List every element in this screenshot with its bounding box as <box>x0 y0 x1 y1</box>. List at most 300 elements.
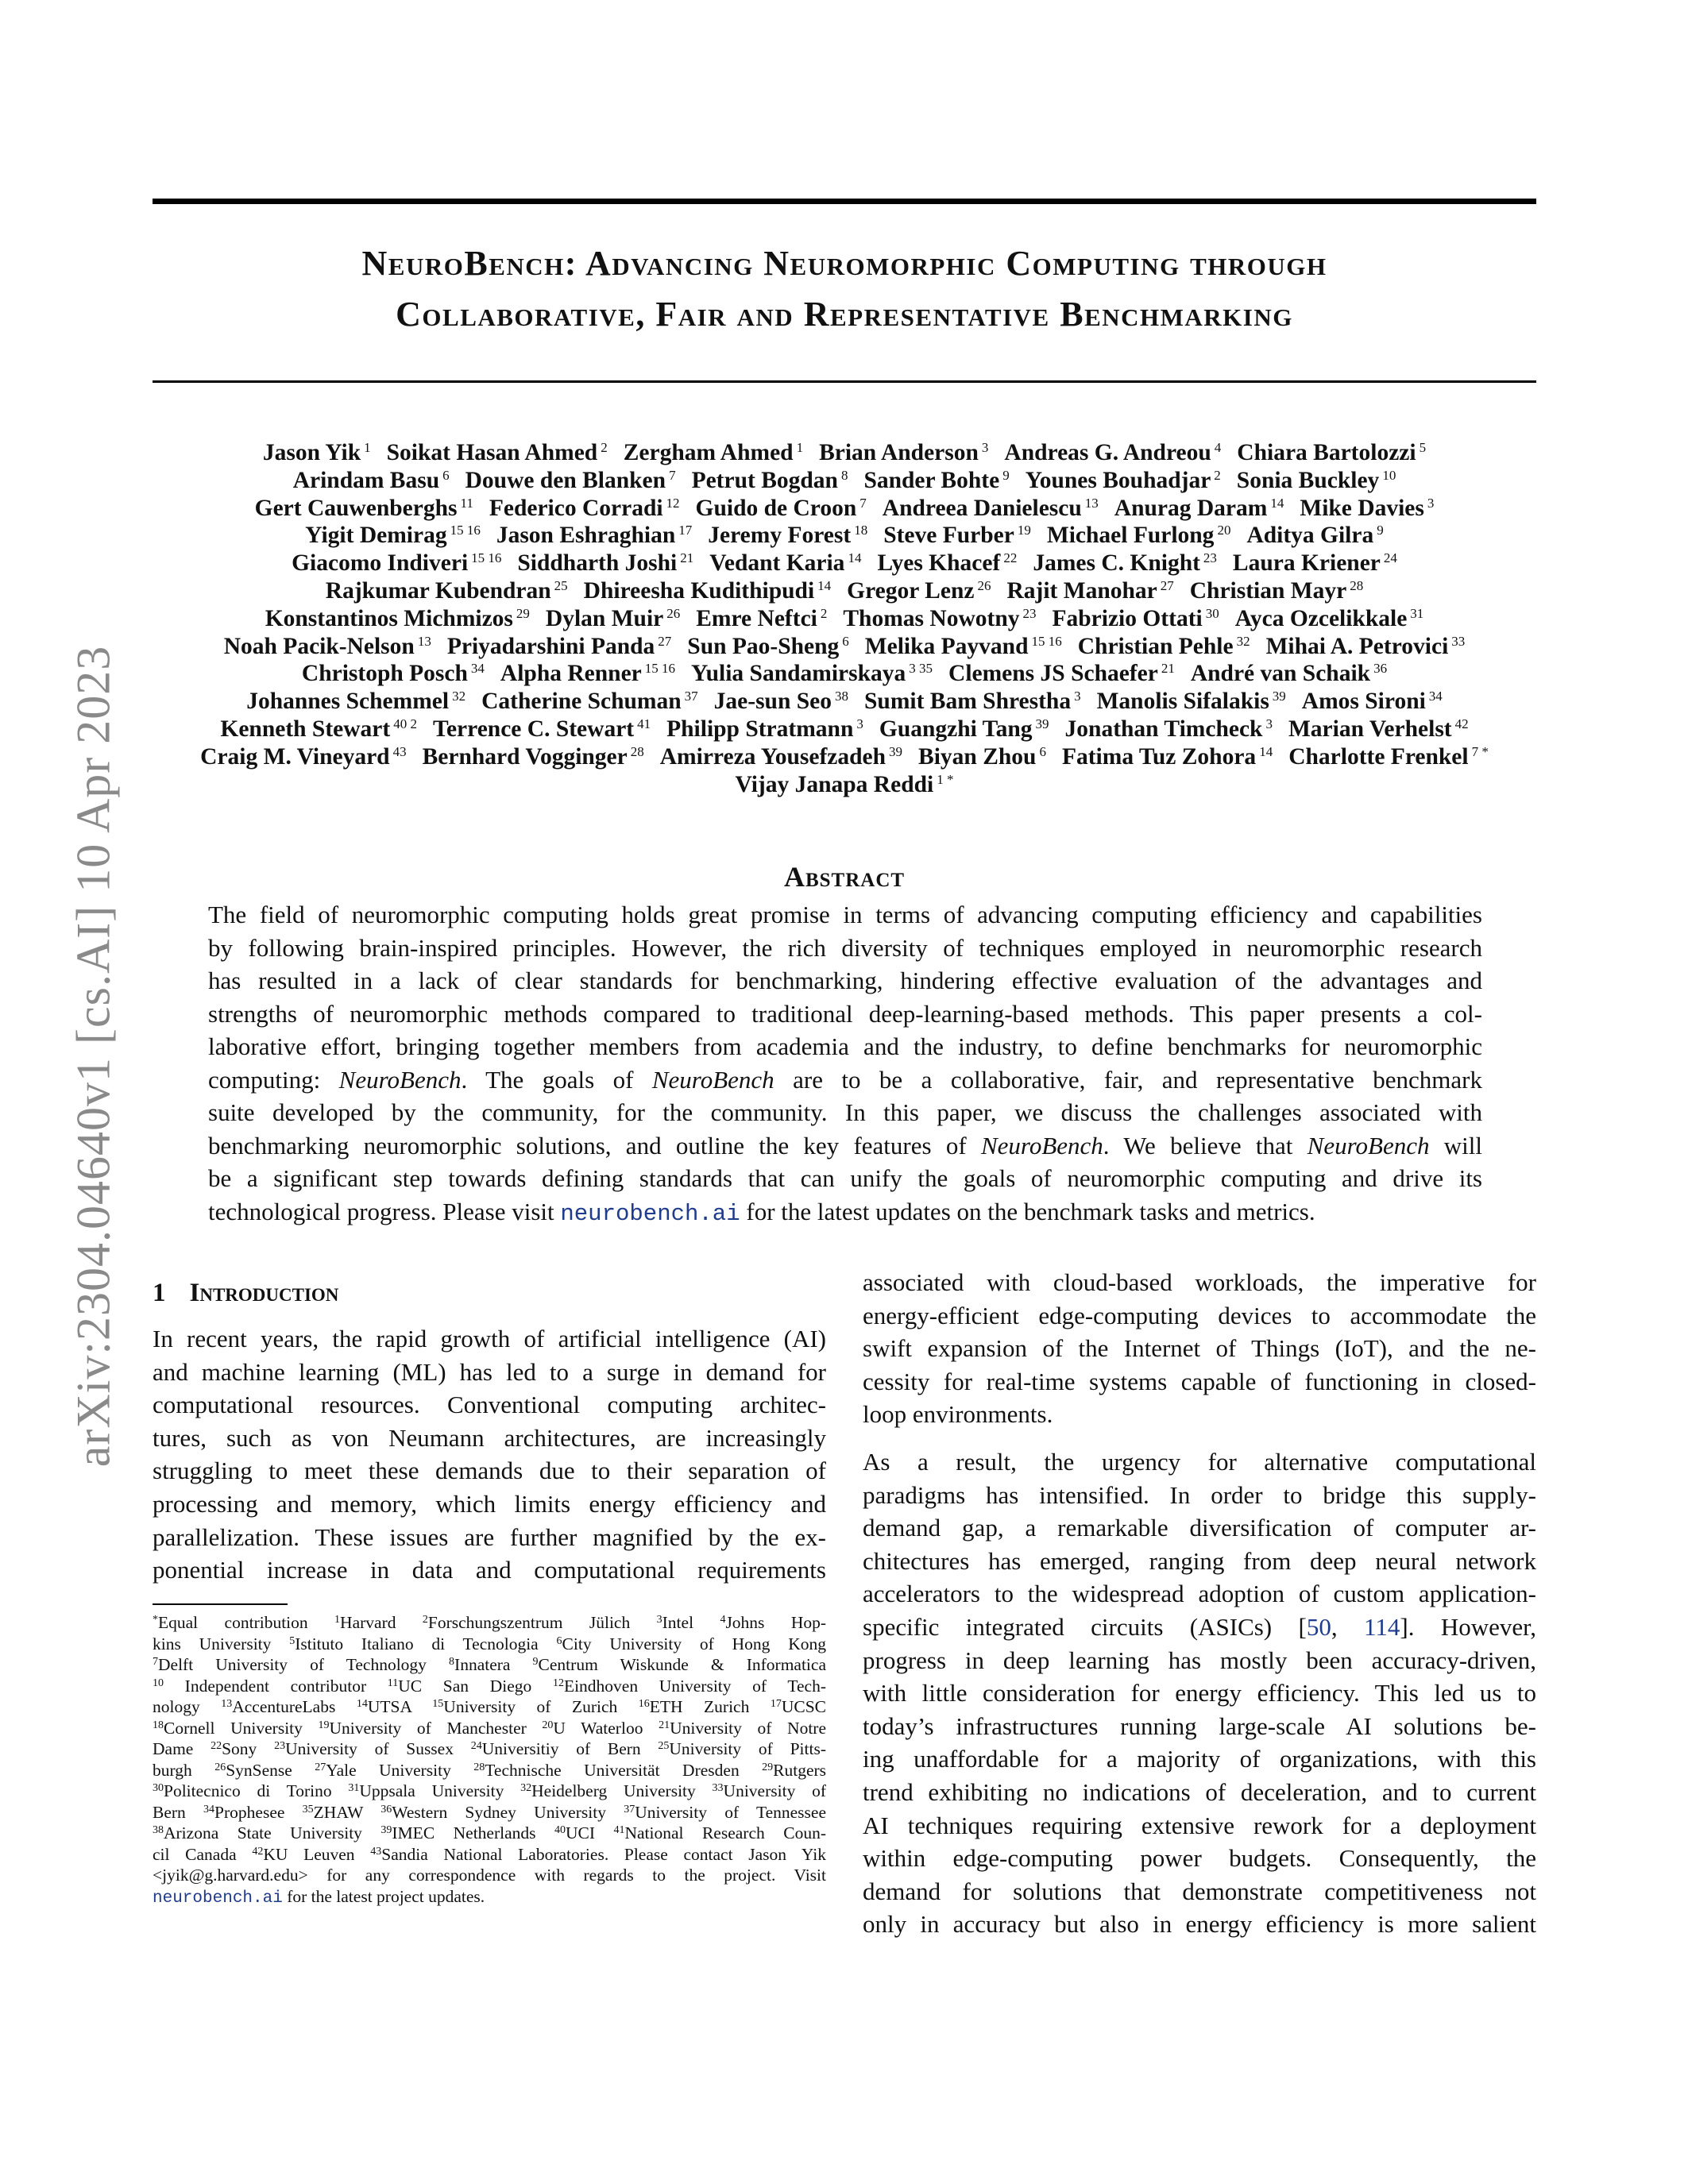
author-name: Rajit Manohar <box>1006 577 1157 604</box>
author <box>305 523 481 548</box>
author-row <box>119 550 1570 577</box>
body-text: specific integrated circuits (ASICs) [ <box>863 1612 1307 1641</box>
author-name: Arindam Basu <box>292 467 440 493</box>
section-heading-introduction <box>153 1279 338 1308</box>
text-line: tures, such as von Neumann architectures, are increasingly <box>153 1423 826 1452</box>
author-affiliation-mark: 36 <box>1373 661 1388 677</box>
author-affiliation-mark: 27 <box>658 633 672 649</box>
author-name: Amos Sironi <box>1301 689 1426 715</box>
author <box>265 606 530 631</box>
text-line: struggling to meet these demands due to their separation of <box>153 1457 826 1485</box>
author-name: Philipp Stratmann <box>666 716 854 742</box>
text-line: paradigms has intensified. In order to bridge this supply- <box>863 1480 1536 1509</box>
author <box>481 689 698 714</box>
author <box>1191 661 1387 686</box>
author-name: Jason Eshraghian <box>496 523 676 549</box>
author <box>500 661 675 686</box>
author <box>1026 468 1221 493</box>
text-line: swift expansion of the Internet of Things (IoT), and the ne- <box>863 1334 1536 1363</box>
author <box>864 689 1081 714</box>
author-affiliation-mark: 26 <box>666 605 681 621</box>
footnote-line <box>153 1886 826 1910</box>
author-affiliation-mark: 2 <box>601 440 608 455</box>
author-name: Yulia Sandamirskaya <box>691 661 906 687</box>
paragraph-part <box>863 1445 1536 1611</box>
author <box>1004 440 1221 465</box>
author-name: Noah Pacik-Nelson <box>223 633 415 659</box>
author-affiliation-mark: 22 <box>1003 550 1018 566</box>
author <box>1246 523 1383 548</box>
neurobench-name: NeuroBench <box>1307 1131 1430 1160</box>
author <box>1237 440 1426 465</box>
footnote-line: $^{18}$Cornell University $^{19}$University of Manchester $^{20}$U Waterloo $^{21}$University of Notre <box>153 1718 826 1738</box>
author <box>496 523 692 548</box>
author-name: Kenneth Stewart <box>220 716 391 742</box>
paragraph <box>863 1266 1536 1431</box>
author-name: Jae-sun Seo <box>713 689 832 715</box>
abstract-line: be a significant step towards defining standards that can unify the goals of neuromorphic computing and drive its <box>208 1164 1482 1192</box>
author-name: Christian Pehle <box>1077 633 1234 659</box>
abstract-text: benchmarking neuromorphic solutions, and outline the key features of <box>208 1131 981 1160</box>
author-name: Sumit Bam Shrestha <box>864 689 1072 715</box>
author <box>819 440 988 465</box>
author-name: Fabrizio Ottati <box>1052 605 1203 631</box>
author-affiliation-mark: 24 <box>1383 550 1397 566</box>
author-name: Fatima Tuz Zohora <box>1061 743 1257 770</box>
author <box>293 468 450 493</box>
author-row <box>119 771 1570 799</box>
abstract-line: suite developed by the community, for the community. In this paper, we discuss the challenges associated with <box>208 1098 1482 1126</box>
text-line: computational resources. Conventional computing architec- <box>153 1391 826 1419</box>
author <box>666 716 863 742</box>
text-line-with-citations <box>863 1611 1536 1644</box>
author-name: Sander Bohte <box>863 467 1000 493</box>
footnote-line: Bern $^{34}$Prophesee $^{35}$ZHAW $^{36}$Western Sydney University $^{37}$University of Tennessee <box>153 1802 826 1822</box>
author-affiliation-mark: 19 <box>1017 523 1031 538</box>
author <box>387 440 608 465</box>
author-affiliation-mark: 42 <box>1454 716 1469 731</box>
author-name: Mike Davies <box>1300 495 1424 521</box>
author <box>691 661 933 686</box>
author-list <box>119 439 1570 798</box>
author-name: Chiara Bartolozzi <box>1237 440 1416 465</box>
author-name: Jonathan Timcheck <box>1064 716 1263 742</box>
author-affiliation-mark: 33 <box>1451 633 1466 649</box>
author <box>263 440 371 465</box>
author-row <box>119 439 1570 467</box>
author-affiliation-mark: 41 <box>637 716 651 731</box>
author-affiliation-mark: 1 <box>796 440 804 455</box>
author <box>224 634 431 659</box>
author-name: Jeremy Forest <box>708 523 852 549</box>
text-line: parallelization. These issues are further magnified by the ex- <box>153 1522 826 1551</box>
abstract-text: technological progress. Please visit <box>208 1197 561 1225</box>
author-affiliation-mark: 14 <box>1259 743 1273 759</box>
author-affiliation-mark: 3 <box>1074 689 1081 704</box>
author <box>624 440 803 465</box>
author-affiliation-mark: 15 16 <box>471 550 502 566</box>
author-name: Gregor Lenz <box>847 577 975 604</box>
author-affiliation-mark: 1 * <box>937 771 954 787</box>
author-name: Aditya Gilra <box>1246 523 1374 549</box>
author-affiliation-mark: 23 <box>1022 605 1037 621</box>
text-line: demand for solutions that demonstrate competitiveness not <box>863 1877 1536 1905</box>
author-affiliation-mark: 29 <box>516 605 530 621</box>
author-affiliation-mark: 3 <box>1427 495 1435 511</box>
author <box>1233 550 1397 576</box>
text-line: loop environments. <box>863 1400 1053 1429</box>
author-name: Zergham Ahmed <box>623 440 794 465</box>
author-name: Steve Furber <box>883 523 1014 549</box>
footnote-line: $^{10}$ Independent contributor $^{11}$UC San Diego $^{12}$Eindhoven University of Tech- <box>153 1676 826 1696</box>
author <box>200 744 406 770</box>
author <box>1288 716 1469 742</box>
author-affiliation-mark: 6 <box>1039 743 1046 759</box>
author-affiliation-mark: 7 <box>669 467 676 483</box>
paper-title <box>153 238 1536 340</box>
author <box>1052 606 1219 631</box>
author-name: Johannes Schemmel <box>246 689 450 715</box>
footnote-line: <jyik@g.harvard.edu> for any correspondence with regards to the project. Visit <box>153 1866 826 1885</box>
author-affiliation-mark: 3 <box>981 440 989 455</box>
author-affiliation-mark: 32 <box>452 689 466 704</box>
author-row <box>119 495 1570 523</box>
text-line: accelerators to the widespread adoption of custom application- <box>863 1580 1536 1608</box>
abstract-line: laborative effort, bringing together members from academia and the industry, to define benchmarks for neuromorphic <box>208 1032 1482 1060</box>
author-name: Guangzhi Tang <box>879 716 1033 742</box>
author-affiliation-mark: 3 <box>1265 716 1273 731</box>
author-name: Anurag Daram <box>1114 495 1268 521</box>
author-affiliation-mark: 10 <box>1382 467 1396 483</box>
neurobench-url-link[interactable]: neurobench.ai <box>153 1889 283 1908</box>
footnote-line: $^{30}$Politecnico di Torino $^{31}$Uppsala University $^{32}$Heidelberg University $^{33}$University of <box>153 1781 826 1800</box>
author-row <box>119 467 1570 495</box>
author-affiliation-mark: 30 <box>1205 605 1219 621</box>
author <box>220 716 417 742</box>
text-line: ponential increase in data and computational requirements <box>153 1556 826 1584</box>
author <box>1235 606 1424 631</box>
author-affiliation-mark: 18 <box>854 523 868 538</box>
right-column-text <box>863 1266 1536 1941</box>
author-affiliation-mark: 11 <box>460 495 473 511</box>
author-row <box>119 688 1570 716</box>
author-affiliation-mark: 39 <box>1035 716 1049 731</box>
author-affiliation-mark: 13 <box>1084 495 1099 511</box>
neurobench-name: NeuroBench <box>338 1065 462 1094</box>
author-name: Soikat Hasan Ahmed <box>386 440 598 465</box>
footnote-text: for the latest project updates. <box>282 1886 485 1906</box>
author-affiliation-mark: 7 * <box>1471 743 1489 759</box>
author-affiliation-mark: 9 <box>1377 523 1384 538</box>
footnote-line: *Equal contribution $^1$Harvard $^2$Forschungszentrum Jülich $^3$Intel $^4$Johns Hop- <box>153 1613 827 1632</box>
text-line: with little consideration for energy efficiency. This led us to <box>863 1679 1536 1707</box>
author-name: Petrut Bogdan <box>691 467 838 493</box>
author-affiliation-mark: 14 <box>817 577 832 593</box>
author <box>302 661 485 686</box>
author-name: Jason Yik <box>262 440 361 465</box>
author-name: Dhireesha Kudithipudi <box>583 577 815 604</box>
author-name: Sun Pao-Sheng <box>687 633 840 659</box>
author-name: Bernhard Vogginger <box>422 743 628 770</box>
author-affiliation-mark: 15 16 <box>450 523 481 538</box>
title-bottom-rule <box>153 380 1536 383</box>
author-affiliation-mark: 6 <box>842 633 849 649</box>
text-line: As a result, the urgency for alternative computational <box>863 1447 1536 1476</box>
author-name: Manolis Sifalakis <box>1096 689 1269 715</box>
abstract-line <box>208 1063 1482 1097</box>
footnote-line: burgh $^{26}$SynSense $^{27}$Yale University $^{28}$Technische Universität Dresden $^{29}$Rutgers <box>153 1760 827 1780</box>
text-line: today’s infrastructures running large-scale AI solutions be- <box>863 1711 1536 1740</box>
author <box>883 523 1031 548</box>
author-affiliation-mark: 27 <box>1160 577 1174 593</box>
author <box>292 550 501 576</box>
author-name: Catherine Schuman <box>481 689 682 715</box>
abstract-line <box>208 1195 1482 1231</box>
citation-link-114[interactable]: 114 <box>1364 1612 1400 1641</box>
author <box>847 578 991 604</box>
author <box>489 496 680 521</box>
author-name: Younes Bouhadjar <box>1025 467 1211 493</box>
text-line: trend exhibiting no indications of deceleration, and to current <box>863 1777 1536 1806</box>
paragraph-part <box>863 1644 1536 1941</box>
author <box>883 496 1099 521</box>
author-affiliation-mark: 31 <box>1410 605 1424 621</box>
author-name: Douwe den Blanken <box>465 467 666 493</box>
author-name: Priyadarshini Panda <box>446 633 655 659</box>
abstract-line: The field of neuromorphic computing holds great promise in terms of advancing computing efficiency and capabilities <box>208 901 1482 928</box>
author-affiliation-mark: 28 <box>1350 577 1364 593</box>
author-affiliation-mark: 32 <box>1236 633 1250 649</box>
author-affiliation-mark: 21 <box>1161 661 1175 677</box>
author <box>423 744 644 770</box>
author <box>326 578 568 604</box>
section-number: 1 <box>153 1279 166 1307</box>
author-name: Thomas Nowotny <box>843 605 1020 631</box>
author <box>1065 716 1273 742</box>
author-name: Mihai A. Petrovici <box>1265 633 1449 659</box>
author-name: James C. Knight <box>1033 550 1200 577</box>
footnote-line: cil Canada $^{42}$KU Leuven $^{43}$Sandia National Laboratories. Please contact Jason Yik <box>153 1844 826 1864</box>
citation-link-50[interactable]: 50 <box>1306 1612 1331 1641</box>
neurobench-url-link[interactable]: neurobench.ai <box>560 1200 740 1227</box>
author <box>736 772 954 797</box>
author <box>584 578 831 604</box>
author <box>255 496 473 521</box>
author-row <box>119 660 1570 688</box>
abstract-line: strengths of neuromorphic methods compared to traditional deep-learning-based methods. This paper presents a col- <box>208 999 1482 1028</box>
author-name: Brian Anderson <box>819 440 979 465</box>
author-name: Rajkumar Kubendran <box>325 577 551 604</box>
abstract-body <box>208 898 1482 1230</box>
text-line: only in accuracy but also in energy efficiency is more salient <box>863 1910 1536 1939</box>
footnote-rule <box>153 1603 288 1605</box>
author-affiliation-mark: 40 2 <box>393 716 417 731</box>
abstract-text: are to be a collaborative, fair, and representative benchmark <box>774 1065 1482 1094</box>
author <box>246 689 465 714</box>
author <box>1033 550 1217 576</box>
title-line-1: NeuroBench: Advancing Neuromorphic Computing through <box>361 244 1327 283</box>
author <box>1097 689 1286 714</box>
author-name: Melika Payvand <box>864 633 1029 659</box>
footnote-line: $^7$Delft University of Technology $^8$Innatera $^9$Centrum Wiskunde & Informatica <box>153 1655 826 1674</box>
author-affiliation-mark: 20 <box>1217 523 1231 538</box>
abstract-text: . The goals of <box>461 1065 652 1094</box>
author-affiliation-mark: 28 <box>630 743 644 759</box>
text-line: progress in deep learning has mostly been accuracy-driven, <box>863 1646 1536 1674</box>
author-name: Ayca Ozcelikkale <box>1234 605 1408 631</box>
author-name: André van Schaik <box>1190 661 1371 687</box>
author-row <box>119 743 1570 771</box>
author <box>1302 689 1443 714</box>
author-affiliation-mark: 3 <box>856 716 863 731</box>
author-row <box>119 605 1570 633</box>
text-line: AI techniques requiring extensive rework for a deployment <box>863 1811 1536 1839</box>
author-affiliation-mark: 39 <box>889 743 903 759</box>
author <box>433 716 651 742</box>
section-title: Introduction <box>189 1279 339 1307</box>
paragraph <box>863 1445 1536 1941</box>
author-name: Christoph Posch <box>301 661 468 687</box>
author <box>696 606 827 631</box>
author-name: Dylan Muir <box>545 605 664 631</box>
abstract-text: will <box>1429 1131 1483 1160</box>
author-row <box>119 522 1570 550</box>
author-name: Andreea Danielescu <box>882 495 1082 521</box>
author-name: Sonia Buckley <box>1236 467 1380 493</box>
author-affiliation-mark: 6 <box>442 467 450 483</box>
author <box>863 468 1009 493</box>
author-affiliation-mark: 43 <box>392 743 407 759</box>
author-name: Emre Neftci <box>696 605 817 631</box>
neurobench-name: NeuroBench <box>651 1065 774 1094</box>
author <box>1190 578 1363 604</box>
author-name: Biyan Zhou <box>918 743 1037 770</box>
author <box>843 606 1036 631</box>
body-text: , <box>1331 1612 1365 1641</box>
author-affiliation-mark: 15 16 <box>644 661 676 677</box>
author <box>918 744 1046 770</box>
author-affiliation-mark: 21 <box>680 550 694 566</box>
body-text: ]. However, <box>1400 1612 1536 1641</box>
author <box>1266 634 1466 659</box>
author <box>687 634 849 659</box>
author-name: Marian Verhelst <box>1288 716 1452 742</box>
author <box>1288 744 1489 770</box>
author-row <box>119 716 1570 743</box>
author-name: Vedant Karia <box>709 550 845 577</box>
author-affiliation-mark: 3 35 <box>909 661 933 677</box>
author <box>465 468 676 493</box>
text-line: ing unaffordable for a majority of organizations, with this <box>863 1745 1536 1773</box>
author <box>447 634 671 659</box>
text-line: demand gap, a remarkable diversification of computer ar- <box>863 1514 1536 1542</box>
author-name: Vijay Janapa Reddi <box>735 771 934 797</box>
author-name: Giacomo Indiveri <box>292 550 469 577</box>
author-name: Terrence C. Stewart <box>432 716 635 742</box>
author-row <box>119 577 1570 605</box>
author-affiliation-mark: 39 <box>1272 689 1286 704</box>
author-affiliation-mark: 13 <box>417 633 431 649</box>
left-column-text <box>153 1322 826 1587</box>
author <box>879 716 1049 742</box>
author-affiliation-mark: 14 <box>848 550 862 566</box>
text-line: and machine learning (ML) has led to a surge in demand for <box>153 1357 826 1386</box>
footnote-line: nology $^{13}$AccentureLabs $^{14}$UTSA $^{15}$University of Zurich $^{16}$ETH Zurich $^{17}$UCSC <box>153 1697 826 1716</box>
text-line: energy-efficient edge-computing devices to accommodate the <box>863 1301 1536 1329</box>
author-affiliation-mark: 1 <box>364 440 371 455</box>
author-affiliation-mark: 34 <box>470 661 485 677</box>
footnote-line: kins University $^5$Istituto Italiano di Tecnologia $^6$City University of Hong Kong <box>153 1634 826 1653</box>
author <box>865 634 1062 659</box>
author <box>660 744 902 770</box>
author <box>1062 744 1273 770</box>
author-affiliation-mark: 25 <box>554 577 568 593</box>
author-name: Andreas G. Andreou <box>1004 440 1211 465</box>
author-name: Clemens JS Schaefer <box>948 661 1158 687</box>
author-affiliation-mark: 7 <box>859 495 867 511</box>
author <box>714 689 848 714</box>
author-name: Craig M. Vineyard <box>200 743 390 770</box>
author-affiliation-mark: 2 <box>820 605 828 621</box>
author-affiliation-mark: 14 <box>1270 495 1284 511</box>
author <box>517 550 693 576</box>
text-line: cessity for real-time systems capable of functioning in closed- <box>863 1367 1536 1395</box>
text-line: processing and memory, which limits energy efficiency and <box>153 1489 826 1518</box>
author <box>1114 496 1284 521</box>
abstract-text: computing: <box>208 1065 339 1094</box>
author <box>877 550 1017 576</box>
author <box>696 496 867 521</box>
author-name: Konstantinos Michmizos <box>265 605 513 631</box>
author-affiliation-mark: 12 <box>666 495 680 511</box>
author-affiliation-mark: 34 <box>1428 689 1443 704</box>
author-affiliation-mark: 23 <box>1203 550 1217 566</box>
author-name: Michael Furlong <box>1046 523 1215 549</box>
author-name: Yigit Demirag <box>305 523 447 549</box>
author <box>948 661 1175 686</box>
author-affiliation-mark: 17 <box>678 523 693 538</box>
text-line: chitectures has emerged, ranging from deep neural network <box>863 1546 1536 1575</box>
arxiv-side-identifier: arXiv:2304.04640v1 [cs.AI] 10 Apr 2023 <box>67 645 120 1468</box>
author <box>709 550 861 576</box>
author-affiliation-mark: 38 <box>835 689 848 704</box>
author-affiliation-mark: 8 <box>840 467 848 483</box>
author-affiliation-mark: 26 <box>977 577 991 593</box>
author <box>1300 496 1434 521</box>
text-line: associated with cloud-based workloads, the imperative for <box>863 1268 1536 1296</box>
author <box>1006 578 1173 604</box>
author-name: Amirreza Yousefzadeh <box>659 743 886 770</box>
footnote-line: $^{38}$Arizona State University $^{39}$IMEC Netherlands $^{40}$UCI $^{41}$National Research Coun- <box>153 1823 826 1843</box>
abstract-heading: Abstract <box>783 861 906 893</box>
abstract-line: has resulted in a lack of clear standards for benchmarking, hindering effective evaluation of the advantages and <box>208 967 1482 994</box>
author-name: Guido de Croon <box>695 495 857 521</box>
abstract-text: for the latest updates on the benchmark tasks and metrics. <box>740 1197 1315 1225</box>
author-name: Lyes Khacef <box>877 550 1001 577</box>
author-name: Charlotte Frenkel <box>1288 743 1469 770</box>
author-affiliation-mark: 4 <box>1214 440 1222 455</box>
text-line: within edge-computing power budgets. Consequently, the <box>863 1844 1536 1873</box>
author-row <box>119 633 1570 661</box>
author-affiliation-mark: 5 <box>1419 440 1427 455</box>
abstract-line <box>208 1129 1482 1163</box>
author-name: Siddharth Joshi <box>517 550 678 577</box>
author <box>1237 468 1396 493</box>
author-affiliation-mark: 15 16 <box>1031 633 1062 649</box>
author-name: Christian Mayr <box>1189 577 1347 604</box>
author <box>546 606 680 631</box>
affiliations-footnote <box>153 1612 826 1909</box>
